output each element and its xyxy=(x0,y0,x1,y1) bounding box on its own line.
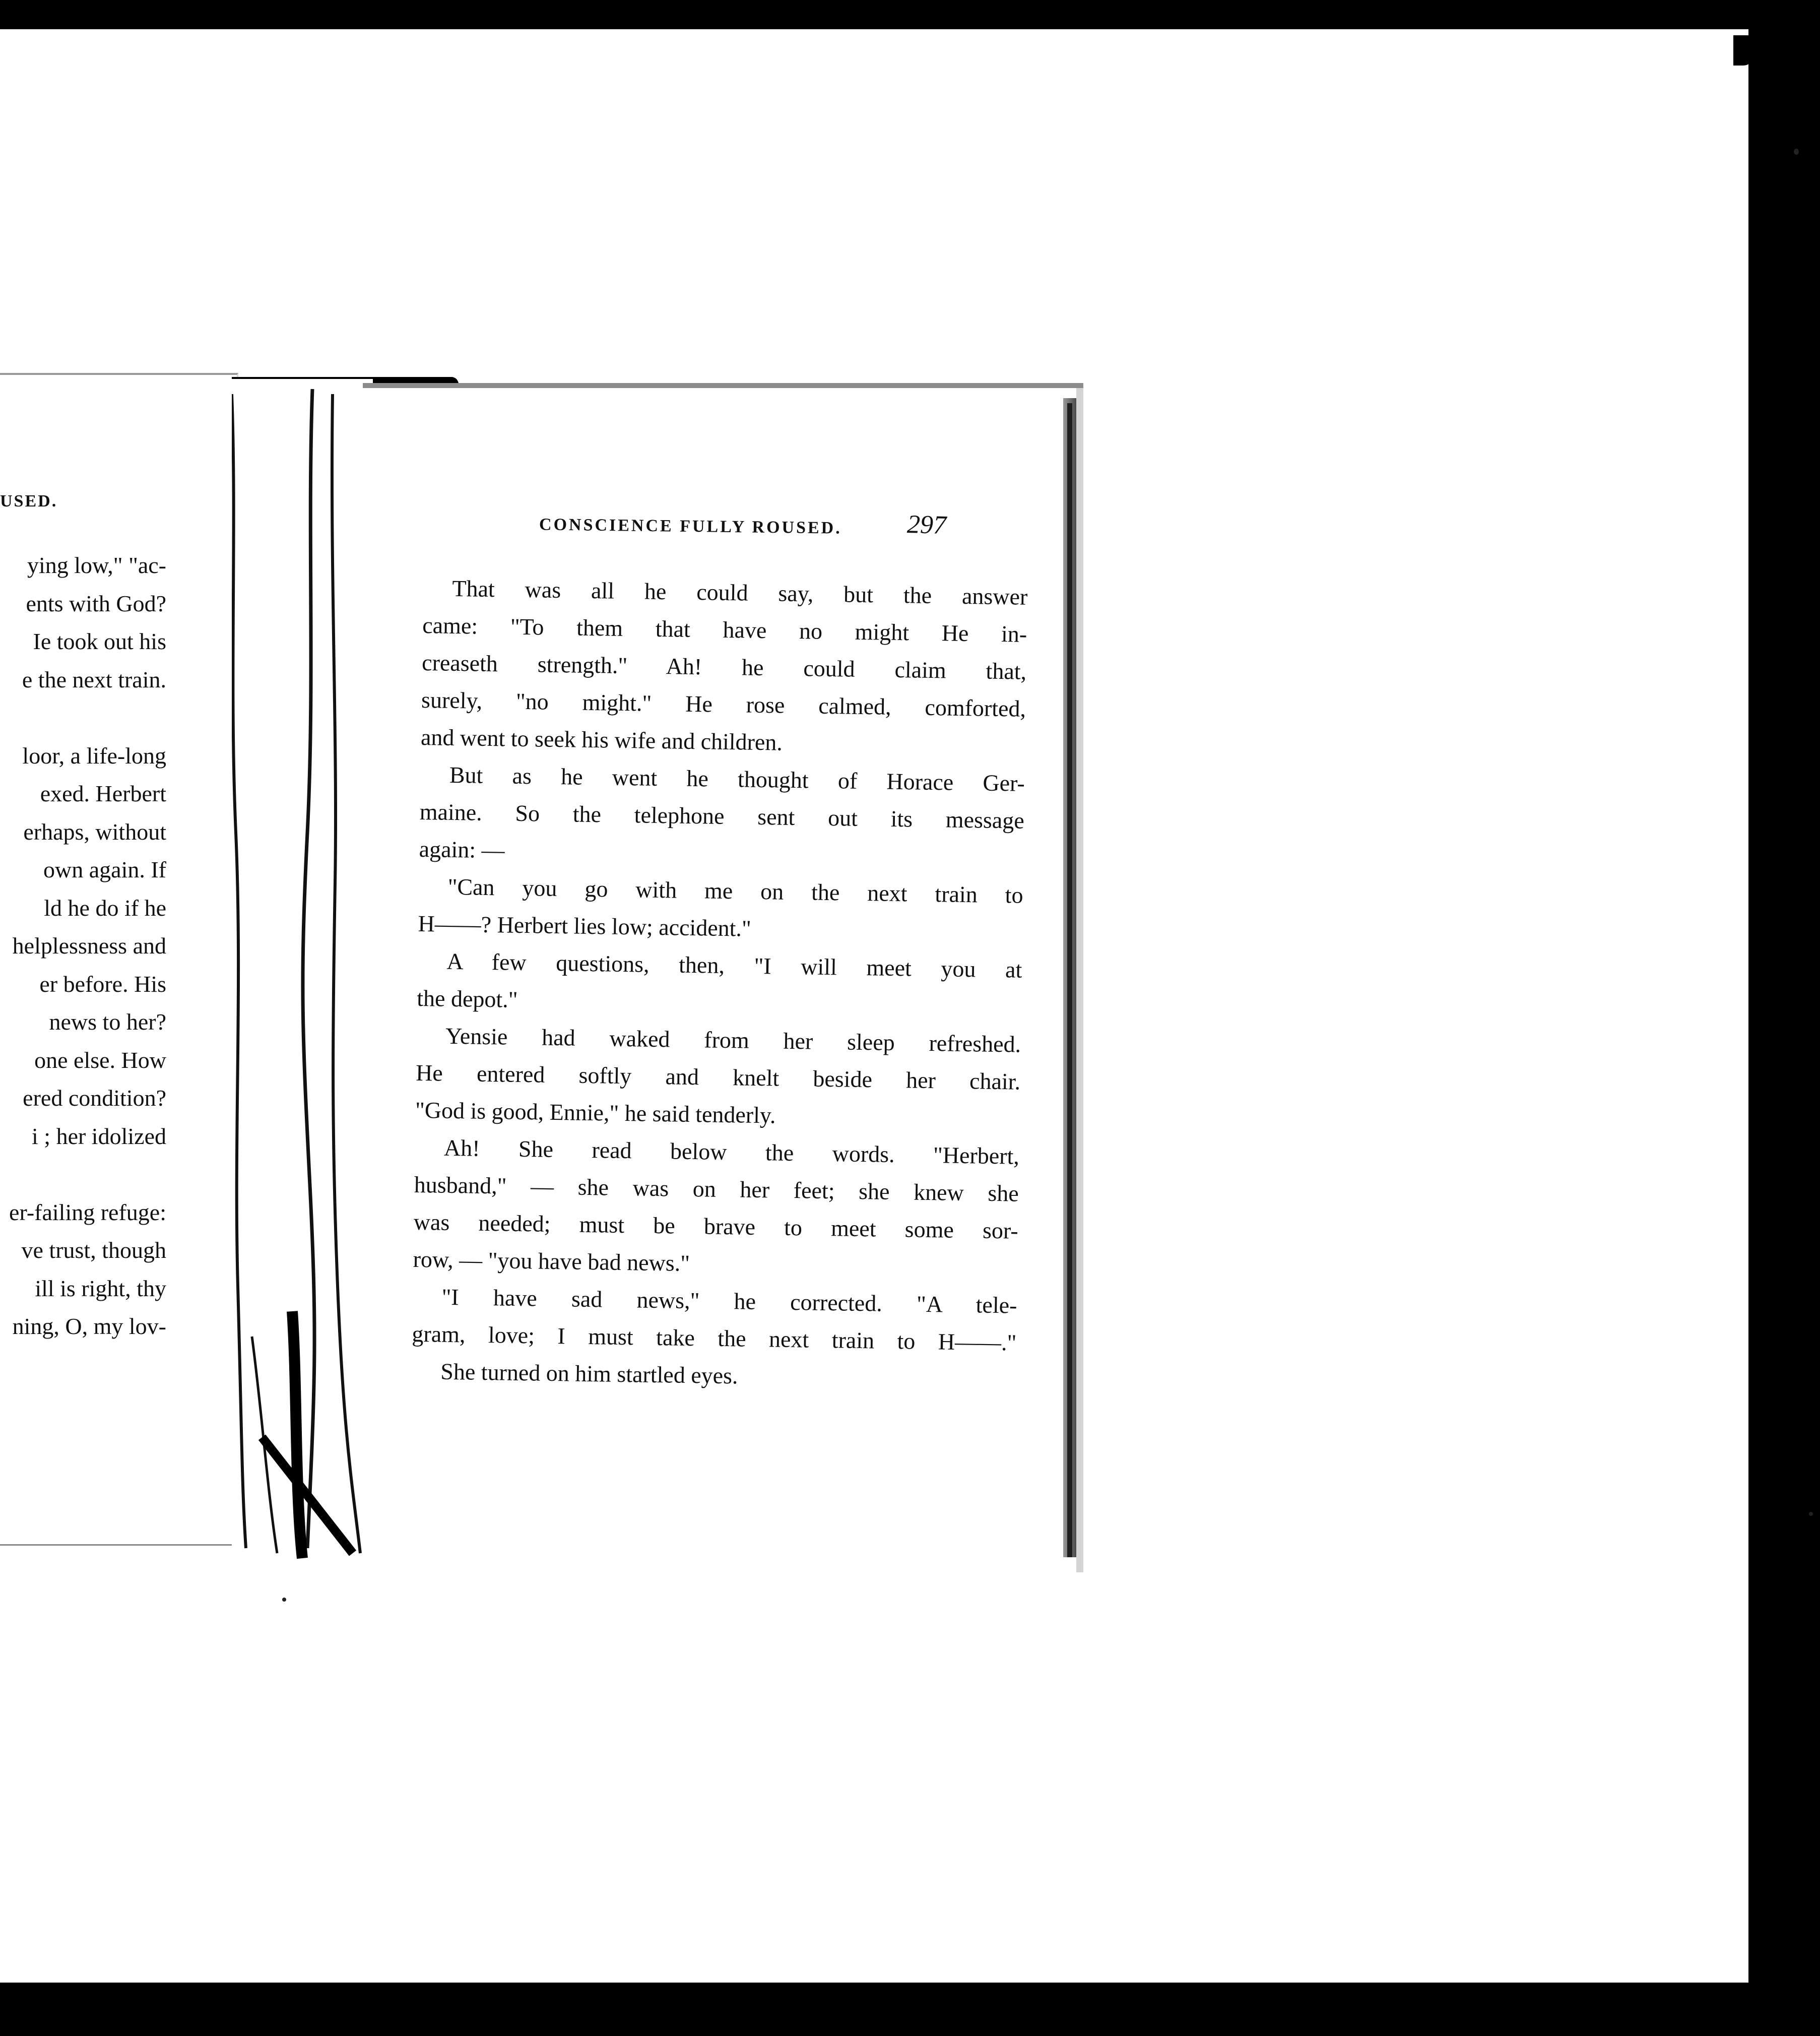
text-line: Yensie had waked from her sleep refreshed. xyxy=(445,1023,1021,1057)
text-line: gram, love; I must take the next train to H——." xyxy=(412,1320,1017,1356)
left-text-line: own again. If xyxy=(43,857,166,882)
text-line: "Can you go with me on the next train to xyxy=(447,873,1023,908)
left-text-line: e the next train. xyxy=(22,666,166,692)
left-running-header: USED. xyxy=(0,492,58,511)
text-line: "God is good, Ennie," he said tenderly. xyxy=(415,1097,776,1128)
left-page xyxy=(0,373,238,1546)
page-body-text xyxy=(411,569,1028,1399)
text-line: A few questions, then, "I will meet you at xyxy=(446,948,1022,983)
text-line: creaseth strength." Ah! he could claim that, xyxy=(421,649,1027,684)
text-line: surely, "no might." He rose calmed, comforted, xyxy=(421,686,1026,722)
running-title: CONSCIENCE FULLY ROUSED. xyxy=(539,515,842,538)
left-text-line: er-failing refuge: xyxy=(9,1199,166,1225)
right-page xyxy=(363,383,1083,1572)
scan-border-right xyxy=(1748,0,1820,2036)
text-line: row, — "you have bad news." xyxy=(413,1246,690,1276)
left-text-line: ve trust, though xyxy=(21,1237,166,1263)
gutter-page-edges xyxy=(232,379,373,1563)
left-text-line: ill is right, thy xyxy=(35,1275,166,1301)
text-line: came: "To them that have no might He in- xyxy=(422,612,1027,647)
scan-border-notch xyxy=(1733,35,1753,66)
text-line: That was all he could say, but the answer xyxy=(452,575,1028,610)
left-text-line: exed. Herbert xyxy=(40,781,166,806)
text-line: She turned on him startled eyes. xyxy=(440,1358,738,1389)
dust-speck xyxy=(1794,149,1799,155)
scan-border-bottom xyxy=(0,1983,1820,2036)
text-line: was needed; must be brave to meet some sor- xyxy=(413,1208,1019,1244)
text-line: "I have sad news," he corrected. "A tele- xyxy=(441,1284,1017,1318)
left-text-line: news to her? xyxy=(49,1009,166,1035)
text-line: and went to seek his wife and children. xyxy=(420,724,783,755)
text-line: Ah! She read below the words. "Herbert, xyxy=(443,1134,1020,1169)
text-line: But as he went he thought of Horace Ger- xyxy=(449,761,1025,796)
right-page-edge-shadow xyxy=(1067,403,1072,1557)
left-text-line: ered condition? xyxy=(23,1085,166,1111)
running-header xyxy=(539,510,1043,540)
left-text-line: i ; her idolized xyxy=(32,1123,166,1149)
left-text-line: loor, a life-long xyxy=(22,742,166,769)
text-line: again: — xyxy=(419,836,505,863)
left-text-line: ning, O, my lov- xyxy=(12,1313,166,1339)
left-text-line xyxy=(0,698,166,737)
left-text-line: ld he do if he xyxy=(44,895,166,921)
text-line: husband," — she was on her feet; she knew she xyxy=(414,1171,1019,1206)
text-line: the depot." xyxy=(417,985,518,1012)
left-text-line: helplessness and xyxy=(12,933,166,959)
left-text-line: Ie took out his xyxy=(33,628,166,654)
text-line: H——? Herbert lies low; accident." xyxy=(418,910,752,941)
book-gutter xyxy=(232,379,373,1563)
page-number: 297 xyxy=(906,510,947,540)
left-text-line: ying low," "ac- xyxy=(27,552,166,578)
left-text-line: erhaps, without xyxy=(23,818,166,845)
left-page-text xyxy=(0,546,166,1346)
text-line: maine. So the telephone sent out its message xyxy=(419,798,1025,834)
left-text-line xyxy=(0,1155,166,1193)
text-line: He entered softly and knelt beside her chair. xyxy=(415,1059,1021,1095)
left-text-line: ents with God? xyxy=(26,590,166,616)
scan-border-top xyxy=(0,0,1820,29)
left-text-line: one else. How xyxy=(34,1047,166,1073)
dust-speck xyxy=(282,1598,286,1602)
dust-speck xyxy=(1809,1512,1813,1516)
left-text-line: er before. His xyxy=(39,971,166,997)
